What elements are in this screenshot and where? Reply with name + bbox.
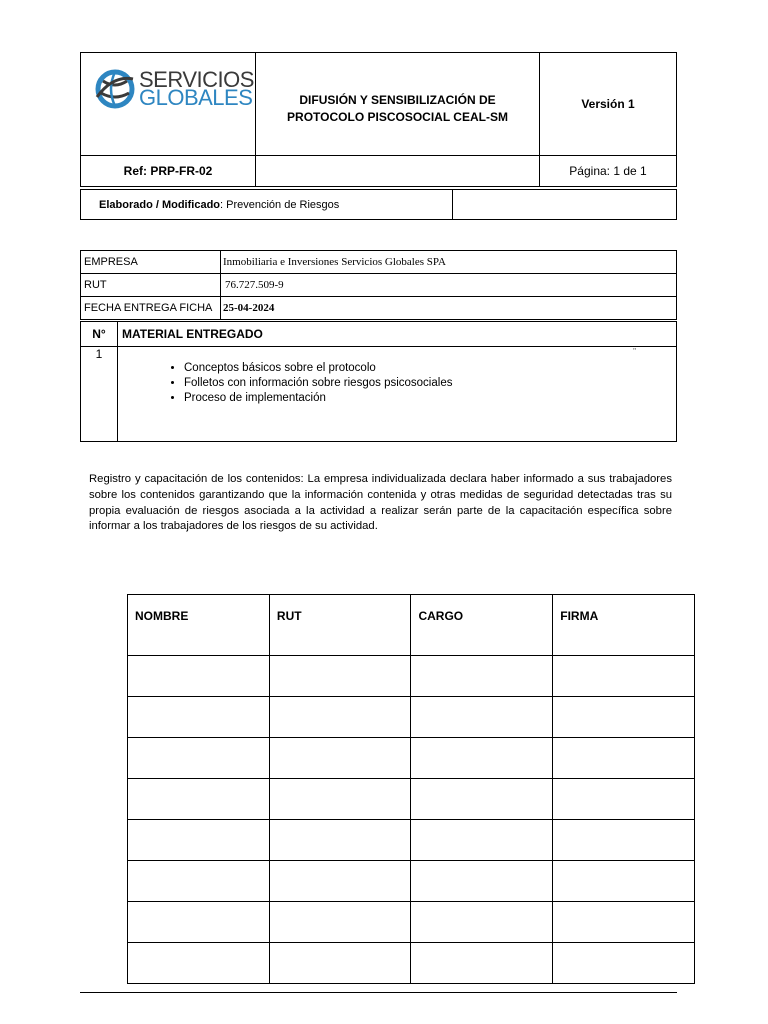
rut-cell[interactable] <box>269 861 411 902</box>
firma-cell[interactable] <box>553 656 695 697</box>
firma-cell[interactable] <box>553 779 695 820</box>
empresa-label: EMPRESA <box>81 251 221 274</box>
company-logo <box>93 67 253 117</box>
firma-cell[interactable] <box>553 697 695 738</box>
rut-cell[interactable] <box>269 902 411 943</box>
nombre-cell[interactable] <box>128 943 270 984</box>
declaration-paragraph: Registro y capacitación de los contenidos: La empresa individualizada declara haber informado a sus trabajadores sobre los contenidos garantizando que la información contenida y otras medidas de seguridad detectadas tras su propia evaluación de riesgos asociada a la actividad a realizar serán parte de la capacitación específica sobre informar a los trabajadores de los riesgos de su actividad. <box>89 473 672 533</box>
rut-cell[interactable] <box>269 697 411 738</box>
rut-cell[interactable] <box>269 738 411 779</box>
table-row <box>128 697 695 738</box>
table-row <box>128 779 695 820</box>
stray-mark: " <box>633 347 636 356</box>
table-row <box>128 902 695 943</box>
column-header-rut: RUT <box>269 595 411 656</box>
rut-label: RUT <box>81 274 221 297</box>
material-list-cell <box>118 347 677 442</box>
table-row <box>128 656 695 697</box>
document-title <box>256 53 540 156</box>
elaborado-label: Elaborado / Modificado <box>99 198 221 211</box>
elaborado-empty-cell <box>453 190 677 220</box>
firma-cell[interactable] <box>553 861 695 902</box>
table-row <box>128 861 695 902</box>
material-header: MATERIAL ENTREGADO <box>118 322 677 347</box>
table-row <box>128 820 695 861</box>
ref-code: Ref: PRP-FR-02 <box>81 156 256 187</box>
company-table <box>80 250 677 320</box>
list-item: • Proceso de implementación <box>184 391 676 406</box>
cargo-cell[interactable] <box>411 779 553 820</box>
nombre-cell[interactable] <box>128 902 270 943</box>
globe-icon <box>93 67 137 111</box>
firma-cell[interactable] <box>553 943 695 984</box>
logo-cell <box>81 53 256 156</box>
version-label: Versión 1 <box>540 53 677 156</box>
cargo-cell[interactable] <box>411 656 553 697</box>
logo-text-top: SERVICIOS <box>139 67 254 92</box>
nombre-cell[interactable] <box>128 820 270 861</box>
title-line-2: PROTOCOLO PISCOSOCIAL CEAL-SM <box>287 110 508 124</box>
fecha-value: 25-04-2024 <box>221 297 677 320</box>
nombre-cell[interactable] <box>128 656 270 697</box>
empresa-value: Inmobiliaria e Inversiones Servicios Globales SPA <box>221 251 677 274</box>
document-header-table <box>80 52 677 187</box>
page-number: Página: 1 de 1 <box>540 156 677 187</box>
material-list <box>118 361 676 406</box>
firma-cell[interactable] <box>553 902 695 943</box>
nombre-cell[interactable] <box>128 697 270 738</box>
table-row <box>128 738 695 779</box>
material-table <box>80 321 677 442</box>
firma-cell[interactable] <box>553 820 695 861</box>
logo-text-bottom: GLOBALES <box>139 85 253 110</box>
item-number: 1 <box>81 347 118 442</box>
cargo-cell[interactable] <box>411 943 553 984</box>
nombre-cell[interactable] <box>128 861 270 902</box>
rut-cell[interactable] <box>269 820 411 861</box>
cargo-cell[interactable] <box>411 902 553 943</box>
cargo-cell[interactable] <box>411 738 553 779</box>
nombre-cell[interactable] <box>128 779 270 820</box>
title-line-1: DIFUSIÓN Y SENSIBILIZACIÓN DE <box>299 93 496 107</box>
elaborado-table <box>80 189 677 220</box>
elaborado-value: : Prevención de Riesgos <box>220 198 340 211</box>
empty-cell <box>256 156 540 187</box>
cargo-cell[interactable] <box>411 697 553 738</box>
list-item: • Conceptos básicos sobre el protocolo <box>184 361 676 376</box>
rut-cell[interactable] <box>269 943 411 984</box>
rut-cell[interactable] <box>269 656 411 697</box>
number-header: N° <box>81 322 118 347</box>
cargo-cell[interactable] <box>411 861 553 902</box>
table-row <box>128 943 695 984</box>
elaborado-cell <box>81 190 453 220</box>
column-header-firma: FIRMA <box>553 595 695 656</box>
cargo-cell[interactable] <box>411 820 553 861</box>
column-header-cargo: CARGO <box>411 595 553 656</box>
fecha-label: FECHA ENTREGA FICHA <box>81 297 221 320</box>
nombre-cell[interactable] <box>128 738 270 779</box>
rut-value: 76.727.509-9 <box>221 274 677 297</box>
rut-cell[interactable] <box>269 779 411 820</box>
list-item: • Folletos con información sobre riesgos psicosociales <box>184 376 676 391</box>
footer-divider <box>80 992 677 993</box>
firma-cell[interactable] <box>553 738 695 779</box>
column-header-nombre: NOMBRE <box>128 595 270 656</box>
signature-table <box>127 594 695 984</box>
